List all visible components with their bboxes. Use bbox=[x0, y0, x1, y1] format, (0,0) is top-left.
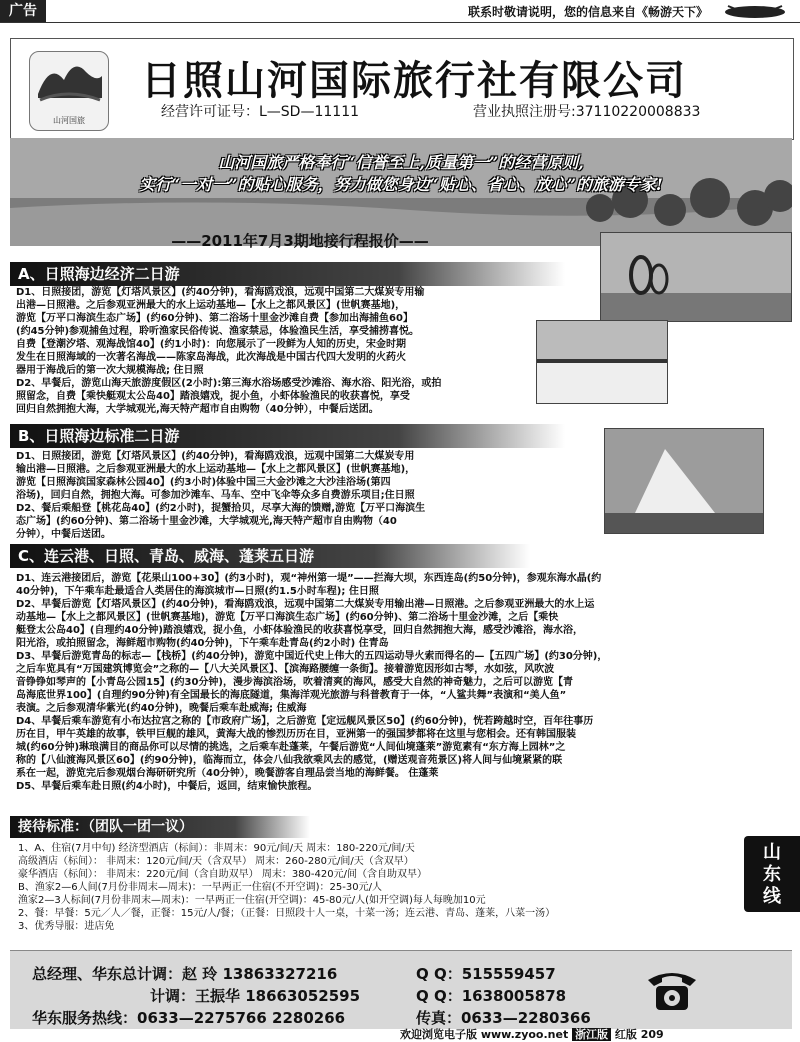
text-line: 阳光浴，或拍照留念，海鲜超市购物(约40分钟)，下午乘车赴青岛(约2小时) 住青岛 bbox=[16, 638, 389, 649]
planner-contact: 计调：王振华 18663052595 bbox=[150, 987, 361, 1005]
standard-line: 渔家2—3人标间(7月份非周末—周末)：一早两正一住宿(开空调)：45-80元/人(如开空调)每人每晚加10元 bbox=[18, 895, 486, 906]
standard-line: 高级酒店（标间）： 非周末：120元/间/天（含双早） 周末：260-280元/间/天（含双早） bbox=[18, 856, 414, 867]
seaside-photo bbox=[536, 320, 668, 404]
text-line: 回归自然拥抱大海，大学城观光,海天特产超市自由购物（40分钟），中餐后送团。 bbox=[16, 404, 379, 415]
text-line: 历在目，甲午英雄的故事，铁甲巨舰的雄风，黄海大战的惨烈历历在目，亚洲第一的强国梦都将在这里与您相会。还有韩国服装 bbox=[16, 729, 576, 740]
text-line: 发生在日照海域的一次著名海战——陈家岛海战，此次海战是中国古代四大发明的火药火 bbox=[16, 352, 406, 363]
coast-sculpture-image bbox=[601, 233, 791, 321]
standards-body bbox=[18, 842, 555, 933]
magazine-logo-icon bbox=[718, 2, 792, 20]
standard-line: 1、A、住宿(7月中旬) 经济型酒店（标间）：非周末：90元/间/天 周末：180-220元/间/天 bbox=[18, 843, 415, 854]
text-line: 40分钟)，下午乘车赴最适合人类居住的海滨城市—日照(约1.5小时车程); 住日照 bbox=[16, 586, 379, 597]
text-line: 之后车览具有“万国建筑博览会”之称的—【八大关风景区】、【滨海路腰缠一条街】。接着游览因形如古琴，水如弦，风吹波 bbox=[16, 664, 555, 675]
text-line: 系在一起，游览完后参观烟台海研研究所（40分钟），晚餐游客自理品尝当地的海鲜餐。 住蓬莱 bbox=[16, 768, 439, 779]
text-line: 出港—日照港。之后参观亚洲最大的水上运动基地—【水上之都风景区】(世帆赛基地)， bbox=[16, 300, 406, 311]
section-c-title: C、连云港、日照、青岛、威海、蓬莱五日游 bbox=[10, 544, 530, 568]
standards-title: 接待标准：（团队一团一议） bbox=[10, 816, 310, 838]
sail-tent-image bbox=[605, 429, 763, 533]
text-line: D5、早餐后乘车赴日照(约4小时)，中餐后，返回，结束愉快旅程。 bbox=[16, 781, 318, 792]
text-line: 艇登太公岛40】(自理约40分钟)踏浪嬉戏，捉小鱼，小虾体验渔民的收获喜悦享受，回归自然拥抱大海，感受沙滩浴，海水浴， bbox=[16, 625, 583, 636]
sculpture-photo bbox=[600, 232, 792, 322]
qq-contact-1: Q Q：515559457 bbox=[416, 965, 556, 983]
text-line: 表演。之后参观清华紫光(约40分钟)，晚餐后乘车赴威海; 住威海 bbox=[16, 703, 307, 714]
section-label: 红版 bbox=[614, 1028, 637, 1041]
quote-title: ——2011年7月3期地接行程报价—— bbox=[171, 232, 429, 250]
text-line: D1、连云港接团后，游览【花果山100+30】(约3小时)，观“神州第一堤”——拦海大坝，东西连岛(约50分钟)，参观东海水晶(约 bbox=[16, 573, 602, 584]
text-line: (约45分钟)参观捕鱼过程，聆听渔家民俗传说、渔家禁忌，体验渔民生活，享受捕捞喜悦。 bbox=[16, 326, 420, 337]
text-line: 自费【登潮汐塔、观海战馆40】(约1小时)：向您展示了一段鲜为人知的历史，宋金时期 bbox=[16, 339, 407, 350]
fax-number: 传真：0633—2280366 bbox=[416, 1009, 591, 1027]
text-line: 动基地—【水上之都风景区】(世帆赛基地)，游览【万平口海滨生态广场】(约60分钟)、第二浴场十里金沙滩，之后【乘快 bbox=[16, 612, 559, 623]
text-line: 游览【万平口海滨生态广场】(约60分钟)、第二浴场十里金沙滩自费【参加出海捕鱼60】 bbox=[16, 313, 413, 324]
text-line: D1、日照接团，游览【灯塔风景区】(约40分钟)，看海鸥戏浪，远观中国第二大煤炭专用 bbox=[16, 451, 415, 462]
telephone-icon bbox=[644, 966, 700, 1014]
text-line: D2、早餐后，游览山海天旅游度假区(2小时):第三海水浴场感受沙滩浴、海水浴、阳光浴，或拍 bbox=[16, 378, 442, 389]
page-footer bbox=[400, 1026, 792, 1040]
top-bar bbox=[0, 0, 800, 23]
region-tab-label: 山东线 bbox=[763, 842, 781, 907]
text-line: 器用于海战后的第一次大规模海战; 住日照 bbox=[16, 365, 204, 376]
standard-line: 2、餐：早餐：5元／人／餐，正餐：15元/人/餐；（正餐：日照段十人一桌，十菜一汤；连云港、青岛、蓬莱，八菜一汤） bbox=[18, 908, 556, 919]
section-a-body bbox=[16, 286, 441, 416]
logo-caption: 山河国旅 bbox=[53, 116, 85, 125]
page-number: 209 bbox=[640, 1028, 664, 1041]
text-line: 称的【八仙渡海风景区60】(约90分钟)，临海而立，体会八仙我欲乘风去的感觉，(赠送观音苑景区)将人间与仙境紧紧的联 bbox=[16, 755, 563, 766]
ad-label: 广告 bbox=[0, 0, 46, 22]
text-line: D4、早餐后乘车游览有小布达拉宫之称的【市政府广场】，之后游览【定远舰风景区50】(约60分钟)，恍若跨越时空，百年往事历 bbox=[16, 716, 594, 727]
general-manager-contact: 总经理、华东总计调：赵 玲 13863327216 bbox=[32, 965, 338, 983]
qq-contact-2: Q Q：1638005878 bbox=[416, 987, 567, 1005]
mountain-river-logo-icon bbox=[30, 52, 108, 112]
company-header bbox=[10, 38, 794, 140]
standard-line: 3、优秀导服：进店免 bbox=[18, 921, 115, 932]
text-line: 照留念，自费【乘快艇观太公岛40】踏浪嬉戏，捉小鱼，小虾体验渔民的收获喜悦，享受 bbox=[16, 391, 410, 402]
slogan-line-2: 实行“一对一”的贴心服务，努力做您身边“贴心、省心、放心”的旅游专家! bbox=[139, 175, 663, 194]
text-line: D2、餐后乘船登【桃花岛40】(约2小时)，捉蟹拾贝，尽享大海的馈赠,游览【万平口海滨生 bbox=[16, 503, 426, 514]
text-line: 输出港—日照港。之后参观亚洲最大的水上运动基地—【水上之都风景区】(世帆赛基地)， bbox=[16, 464, 416, 475]
text-line: D3、早餐后游览青岛的标志—【栈桥】(约40分钟)，游览中国近代史上伟大的五四运动导火索而得名的—【五四广场】(约30分钟)， bbox=[16, 651, 608, 662]
text-line: D2、早餐后游览【灯塔风景区】(约40分钟)，看海鸥戏浪，远观中国第二大煤炭专用输出港—日照港。之后参观亚洲最大的水上运 bbox=[16, 599, 595, 610]
license-number: 经营许可证号：L—SD—11111 bbox=[161, 104, 360, 120]
text-line: 岛海底世界100】(自理约90分钟)有全国最长的海底隧道，集海洋观光旅游与科普教育于一体，“人鲨共舞”表演和“美人鱼” bbox=[16, 690, 567, 701]
text-line: 音铮铮如琴声的【小青岛公园15】(约30分钟)，漫步海滨浴场，吹着清爽的海风，感受大自然的神奇魅力，之后可以游览【青 bbox=[16, 677, 573, 688]
region-tab bbox=[744, 836, 800, 912]
tent-photo bbox=[604, 428, 764, 534]
registration-number: 营业执照注册号:37110220008833 bbox=[473, 104, 701, 120]
service-hotline: 华东服务热线：0633—2275766 2280266 bbox=[32, 1009, 346, 1027]
text-line: 城(约60分钟)琳琅满目的商品你可以尽情的挑选，之后乘车赴蓬莱，午餐后游览“人间仙境蓬莱”游览素有“东方海上园林”之 bbox=[16, 742, 566, 753]
text-line: 游览【日照海滨国家森林公园40】(约3小时)体验中国三大金沙滩之大沙洼浴场(第四 bbox=[16, 477, 391, 488]
section-b-body bbox=[16, 450, 425, 541]
section-c-body bbox=[16, 572, 607, 793]
sea-horizon-image bbox=[537, 321, 667, 403]
text-line: D1、日照接团，游览【灯塔风景区】(约40分钟)，看海鸥戏浪，远观中国第二大煤炭专用输 bbox=[16, 287, 425, 298]
footer-text: 欢迎浏览电子版 www.zyoo.net bbox=[400, 1028, 569, 1041]
standard-line: 豪华酒店（标间）： 非周末：220元/间（含自助双早） 周末：380-420元/间（含自助双早） bbox=[18, 869, 427, 880]
company-logo bbox=[29, 51, 109, 131]
text-line: 分钟），中餐后送团。 bbox=[16, 529, 111, 540]
text-line: 浴场)，回归自然，拥抱大海。可参加沙滩车、马车、空中飞伞等众多自费游乐项目;住日照 bbox=[16, 490, 415, 501]
text-line: 态广场】(约60分钟)、第二浴场十里金沙滩，大学城观光,海天特产超市自由购物（40 bbox=[16, 516, 397, 527]
section-b-title: B、日照海边标准二日游 bbox=[10, 424, 565, 448]
section-a-title: A、日照海边经济二日游 bbox=[10, 262, 565, 286]
company-name: 日照山河国际旅行社有限公司 bbox=[141, 58, 687, 104]
source-note: 联系时敬请说明，您的信息来自《畅游天下》 bbox=[467, 5, 708, 19]
standard-line: B、渔家2—6人间(7月份非周末—周末)：一早两正一住宿(不开空调)：25-30元/人 bbox=[18, 882, 382, 893]
edition-label: 浙江版 bbox=[572, 1028, 611, 1041]
slogan-line-1: 山河国旅严格奉行“信誉至上,质量第一”的经营原则, bbox=[218, 153, 584, 172]
